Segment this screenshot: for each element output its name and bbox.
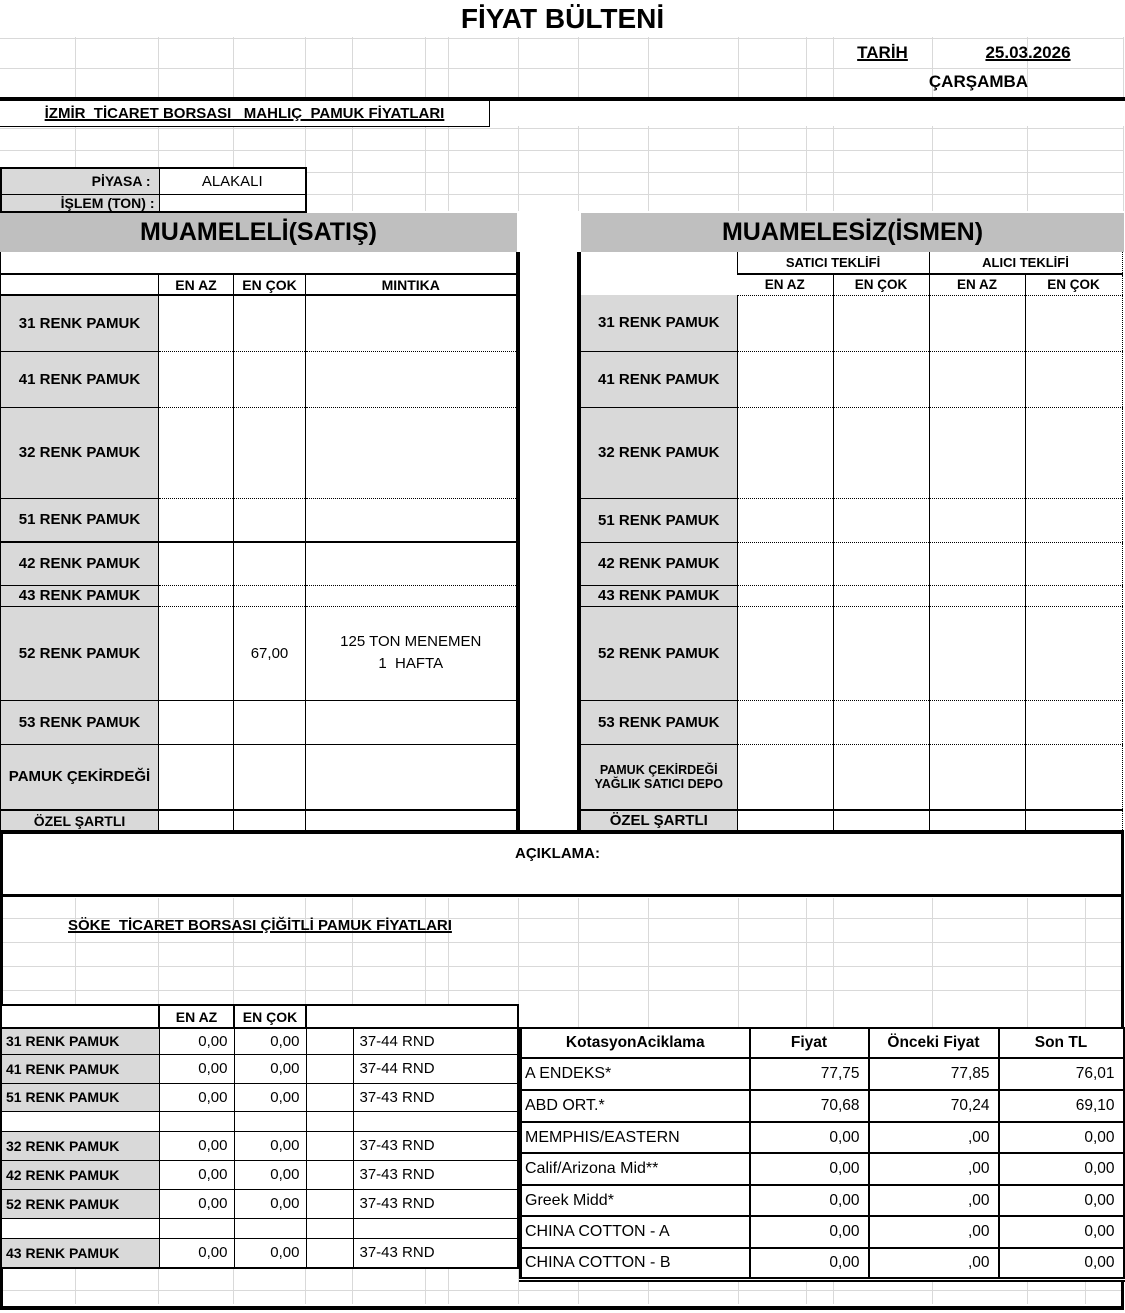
- offer-cell: [833, 744, 929, 810]
- grid-line: [932, 126, 933, 211]
- piyasa-value: ALAKALI: [159, 168, 306, 194]
- cell-en-cok: [234, 498, 306, 542]
- kotasyon-name: Greek Midd*: [521, 1185, 750, 1216]
- cell-en-az: 0,00: [159, 1054, 234, 1083]
- kotasyon-name: Calif/Arizona Mid**: [521, 1153, 750, 1185]
- muamelesiz-band: MUAMELESİZ(İSMEN): [581, 213, 1124, 252]
- cell-mintika: 1 HAFTA: [378, 655, 444, 672]
- cell-rnd: 37-44 RND: [353, 1054, 518, 1083]
- cell-en-az: 0,00: [159, 1083, 234, 1111]
- cell-en-az: [159, 295, 234, 351]
- cell-rnd: 37-43 RND: [353, 1160, 518, 1189]
- cell-en-cok: 0,00: [234, 1054, 306, 1083]
- row-label: 31 RENK PAMUK: [1, 295, 159, 351]
- col-header: EN AZ: [159, 274, 234, 295]
- grid-line: [806, 126, 807, 211]
- cell-en-az: [159, 606, 234, 700]
- row-label: PAMUK ÇEKİRDEĞİ: [1, 744, 159, 810]
- row-label: 41 RENK PAMUK: [1, 1054, 159, 1083]
- cell-mintika: 125 TON MENEMEN: [340, 633, 482, 650]
- piyasa-box: [0, 167, 307, 213]
- row-label: 42 RENK PAMUK: [1, 542, 159, 585]
- kotasyon-son-tl: 0,00: [999, 1216, 1124, 1248]
- kotasyon-name: CHINA COTTON - A: [521, 1216, 750, 1248]
- cell-rnd: 37-43 RND: [353, 1189, 518, 1218]
- aciklama-box: [0, 830, 1124, 898]
- cell-en-cok: [234, 295, 306, 351]
- row-label: 32 RENK PAMUK: [579, 407, 737, 498]
- grid-line: [518, 126, 519, 211]
- row-label: 52 RENK PAMUK: [1, 1189, 159, 1218]
- col-header: EN ÇOK: [234, 274, 306, 295]
- group-header: ALICI TEKLİFİ: [929, 252, 1122, 274]
- offer-cell: [1025, 606, 1122, 700]
- cell-rnd: 37-43 RND: [353, 1238, 518, 1268]
- offer-cell: [737, 810, 833, 830]
- cell-rnd: 37-43 RND: [353, 1131, 518, 1160]
- kotasyon-onceki: 70,24: [869, 1090, 999, 1122]
- date-value: 25.03.2026: [985, 43, 1071, 62]
- kotasyon-son-tl: 0,00: [999, 1185, 1124, 1216]
- day-label: ÇARŞAMBA: [928, 72, 1029, 91]
- islem-label: İŞLEM (TON) :: [1, 194, 159, 212]
- offer-cell: [1025, 744, 1122, 810]
- soke-title: SÖKE TİCARET BORSASI ÇİĞİTLİ PAMUK FİYATLARI: [68, 917, 452, 934]
- offer-cell: [833, 351, 929, 407]
- offer-cell: [833, 542, 929, 585]
- muameleli-band: MUAMELELİ(SATIŞ): [0, 213, 517, 252]
- row-label: 42 RENK PAMUK: [579, 542, 737, 585]
- grid-line: [448, 126, 449, 211]
- col-header: EN AZ: [159, 1005, 234, 1028]
- kotasyon-header: Son TL: [999, 1028, 1124, 1058]
- row-label: 42 RENK PAMUK: [1, 1160, 159, 1189]
- offer-cell: [737, 700, 833, 744]
- offer-cell: [1025, 407, 1122, 498]
- col-header: EN ÇOK: [833, 274, 929, 295]
- cell-en-az: [159, 700, 234, 744]
- cell-rnd: 37-43 RND: [353, 1083, 518, 1111]
- cell-en-az: [159, 407, 234, 498]
- cell-en-az: [159, 585, 234, 606]
- offer-cell: [929, 295, 1025, 351]
- row-label: 53 RENK PAMUK: [579, 700, 737, 744]
- kotasyon-name: A ENDEKS*: [521, 1058, 750, 1090]
- row-label: 31 RENK PAMUK: [1, 1028, 159, 1054]
- col-header: EN ÇOK: [1025, 274, 1122, 295]
- offer-cell: [929, 542, 1025, 585]
- aciklama-label: AÇIKLAMA:: [515, 845, 600, 862]
- kotasyon-onceki: ,00: [869, 1216, 999, 1248]
- offer-cell: [737, 295, 833, 351]
- cell-en-cok: [234, 810, 306, 830]
- spacer-cell: [1, 1218, 159, 1238]
- grid-line: [425, 126, 426, 211]
- cell-en-az: [159, 542, 234, 585]
- kotasyon-son-tl: 0,00: [999, 1153, 1124, 1185]
- izmir-title: İZMİR TİCARET BORSASI MAHLIÇ PAMUK FİYATLARI: [44, 105, 445, 122]
- kotasyon-onceki: ,00: [869, 1248, 999, 1279]
- islem-value: [159, 194, 306, 212]
- kotasyon-son-tl: 69,10: [999, 1090, 1124, 1122]
- kotasyon-onceki: ,00: [869, 1122, 999, 1153]
- row-label: 32 RENK PAMUK: [1, 407, 159, 498]
- cell-en-cok: [234, 542, 306, 585]
- kotasyon-son-tl: 0,00: [999, 1248, 1124, 1279]
- offer-cell: [1025, 542, 1122, 585]
- kotasyon-name: ABD ORT.*: [521, 1090, 750, 1122]
- cell-en-az: [159, 810, 234, 830]
- izmir-muamelesiz-table: [577, 252, 1123, 830]
- row-label: 41 RENK PAMUK: [1, 351, 159, 407]
- offer-cell: [737, 585, 833, 606]
- offer-cell: [929, 700, 1025, 744]
- kotasyon-fiyat: 70,68: [750, 1090, 869, 1122]
- kotasyon-onceki: 77,85: [869, 1058, 999, 1090]
- offer-cell: [737, 351, 833, 407]
- kotasyon-table: [519, 1027, 1125, 1282]
- cell-en-az: [159, 498, 234, 542]
- col-header: EN ÇOK: [234, 1005, 306, 1028]
- kotasyon-fiyat: 0,00: [750, 1122, 869, 1153]
- row-label: 31 RENK PAMUK: [579, 295, 737, 351]
- cell-en-az: 0,00: [159, 1238, 234, 1268]
- grid-line: [0, 128, 1124, 129]
- kotasyon-son-tl: 0,00: [999, 1122, 1124, 1153]
- page-title: FİYAT BÜLTENİ: [460, 3, 665, 34]
- offer-cell: [833, 585, 929, 606]
- grid-line: [833, 126, 834, 211]
- group-header: SATICI TEKLİFİ: [737, 252, 929, 274]
- cell-rnd: 37-44 RND: [353, 1028, 518, 1054]
- cell-en-cok: [234, 585, 306, 606]
- cell-en-cok: [234, 700, 306, 744]
- grid-line: [0, 150, 1124, 151]
- cell-en-cok: [234, 744, 306, 810]
- col-header: EN AZ: [737, 274, 833, 295]
- offer-cell: [833, 295, 929, 351]
- offer-cell: [1025, 810, 1122, 830]
- offer-cell: [1025, 295, 1122, 351]
- offer-cell: [929, 407, 1025, 498]
- row-label: 52 RENK PAMUK: [579, 606, 737, 700]
- cell-en-az: 0,00: [159, 1189, 234, 1218]
- grid-line: [648, 126, 649, 211]
- kotasyon-header: Önceki Fiyat: [869, 1028, 999, 1058]
- empty-row: [1, 252, 518, 274]
- cell-en-cok: 0,00: [234, 1160, 306, 1189]
- kotasyon-header: Fiyat: [750, 1028, 869, 1058]
- cell-en-cok: 0,00: [234, 1189, 306, 1218]
- offer-cell: [929, 606, 1025, 700]
- grid-line: [738, 126, 739, 211]
- cell-en-cok: 0,00: [234, 1083, 306, 1111]
- offer-cell: [833, 810, 929, 830]
- row-label: 51 RENK PAMUK: [579, 498, 737, 542]
- row-label: 53 RENK PAMUK: [1, 700, 159, 744]
- row-label: 52 RENK PAMUK: [1, 606, 159, 700]
- col-header: MINTIKA: [306, 274, 518, 295]
- row-label: 32 RENK PAMUK: [1, 1131, 159, 1160]
- kotasyon-onceki: ,00: [869, 1185, 999, 1216]
- offer-cell: [1025, 585, 1122, 606]
- piyasa-label: PİYASA :: [1, 168, 159, 194]
- kotasyon-fiyat: 0,00: [750, 1185, 869, 1216]
- kotasyon-fiyat: 0,00: [750, 1248, 869, 1279]
- cell-en-az: 0,00: [159, 1160, 234, 1189]
- offer-cell: [737, 542, 833, 585]
- offer-cell: [833, 498, 929, 542]
- offer-cell: [1025, 351, 1122, 407]
- row-label: YAĞLIK SATICI DEPO: [594, 776, 723, 791]
- cell-en-cok: 67,00: [234, 606, 306, 700]
- grid-line: [1027, 126, 1028, 211]
- cell-en-az: 0,00: [159, 1028, 234, 1054]
- kotasyon-fiyat: 0,00: [750, 1153, 869, 1185]
- izmir-section-header: [0, 101, 490, 127]
- kotasyon-header: KotasyonAciklama: [521, 1028, 750, 1058]
- offer-cell: [737, 498, 833, 542]
- cell-en-cok: 0,00: [234, 1131, 306, 1160]
- offer-cell: [1025, 700, 1122, 744]
- offer-cell: [737, 407, 833, 498]
- cell-en-az: [159, 351, 234, 407]
- offer-cell: [833, 700, 929, 744]
- offer-cell: [737, 606, 833, 700]
- izmir-muameleli-table: [0, 252, 520, 830]
- kotasyon-fiyat: 0,00: [750, 1216, 869, 1248]
- cell-en-cok: 0,00: [234, 1028, 306, 1054]
- cell-en-az: 0,00: [159, 1131, 234, 1160]
- spacer-cell: [1, 1111, 159, 1131]
- row-label: 41 RENK PAMUK: [579, 351, 737, 407]
- row-label: 43 RENK PAMUK: [1, 585, 159, 606]
- offer-cell: [737, 744, 833, 810]
- kotasyon-fiyat: 77,75: [750, 1058, 869, 1090]
- kotasyon-son-tl: 76,01: [999, 1058, 1124, 1090]
- kotasyon-name: CHINA COTTON - B: [521, 1248, 750, 1279]
- cell-en-cok: [234, 407, 306, 498]
- col-header: EN AZ: [929, 274, 1025, 295]
- grid-line: [352, 126, 353, 211]
- soke-price-table: [0, 1004, 519, 1269]
- row-label: 43 RENK PAMUK: [579, 585, 737, 606]
- grid-line: [0, 38, 1124, 39]
- row-label: ÖZEL ŞARTLI: [579, 810, 737, 830]
- kotasyon-name: MEMPHIS/EASTERN: [521, 1122, 750, 1153]
- offer-cell: [833, 407, 929, 498]
- offer-cell: [1025, 498, 1122, 542]
- offer-cell: [929, 585, 1025, 606]
- row-label: 51 RENK PAMUK: [1, 498, 159, 542]
- offer-cell: [929, 351, 1025, 407]
- offer-cell: [929, 498, 1025, 542]
- offer-cell: [929, 744, 1025, 810]
- row-label: 43 RENK PAMUK: [1, 1238, 159, 1268]
- kotasyon-onceki: ,00: [869, 1153, 999, 1185]
- offer-cell: [929, 810, 1025, 830]
- grid-line: [578, 126, 579, 211]
- grid-line: [0, 68, 1124, 69]
- cell-en-az: [159, 744, 234, 810]
- grid-line: [1123, 126, 1124, 211]
- date-label: TARİH: [857, 43, 908, 62]
- cell-en-cok: [234, 351, 306, 407]
- row-label: PAMUK ÇEKİRDEĞİ: [599, 762, 718, 777]
- row-label: ÖZEL ŞARTLI: [1, 810, 159, 830]
- row-label: 51 RENK PAMUK: [1, 1083, 159, 1111]
- cell-en-cok: 0,00: [234, 1238, 306, 1268]
- offer-cell: [833, 606, 929, 700]
